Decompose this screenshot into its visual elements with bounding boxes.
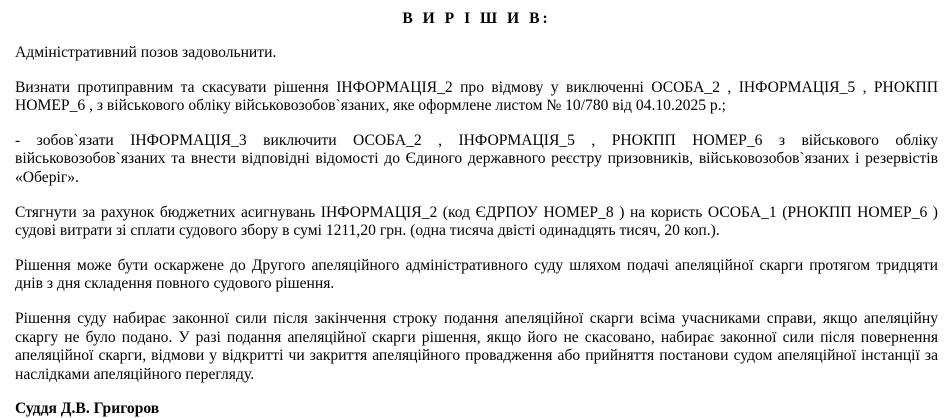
judge-signature: Суддя Д.В. Григоров xyxy=(15,400,160,418)
paragraph-claim-granted: Адміністративний позов задовольнити. xyxy=(15,44,277,61)
paragraph-obligation: - зобов`язати ІНФОРМАЦІЯ_3 виключити ОСОБА_2 , ІНФОРМАЦІЯ_5 , РНОКПП НОМЕР_6 з військового обліку військовозобов`язаних та внести відповідні відомості до Єдиного державного реєстру призовників, військовозобов`язаних і резервістів «Оберіг». xyxy=(15,131,938,186)
document-body xyxy=(15,0,938,418)
decision-heading: В И Р І Ш И В: xyxy=(402,10,551,27)
paragraph-legal-force: Рішення суду набирає законної сили після закінчення строку подання апеляційної скарги всіма учасниками справи, якщо апеляційну скаргу не було подано. У разі подання апеляційної скарги рішення, якщо його не скасовано, набирає законної сили після повернення апеляційної скарги, відмови у відкритті чи закриття апеляційного провадження або прийняття постанови судом апеляційної інстанції за наслідками апеляційного перегляду. xyxy=(15,309,938,383)
paragraph-appeal: Рішення може бути оскаржене до Другого апеляційного адміністративного суду шляхом подачі апеляційної скарги протягом тридцяти днів з дня складення повного судового рішення. xyxy=(15,256,938,293)
paragraph-decision-annulled: Визнати протиправним та скасувати рішення ІНФОРМАЦІЯ_2 про відмову у виключенні ОСОБА_2 , ІНФОРМАЦІЯ_5 , РНОКПП НОМЕР_6 , з військового обліку військовозобов`язаних, яке оформлене листом № 10/780 від 04.10.2025 р.; xyxy=(15,78,938,115)
paragraph-court-fee: Стягнути за рахунок бюджетних асигнувань ІНФОРМАЦІЯ_2 (код ЄДРПОУ НОМЕР_8 ) на користь ОСОБА_1 (РНОКПП НОМЕР_6 ) судові витрати зі сплати судового збору в сумі 1211,20 грн. (одна тисяча двісті одинадцять тисяч, 20 коп.). xyxy=(15,203,938,240)
